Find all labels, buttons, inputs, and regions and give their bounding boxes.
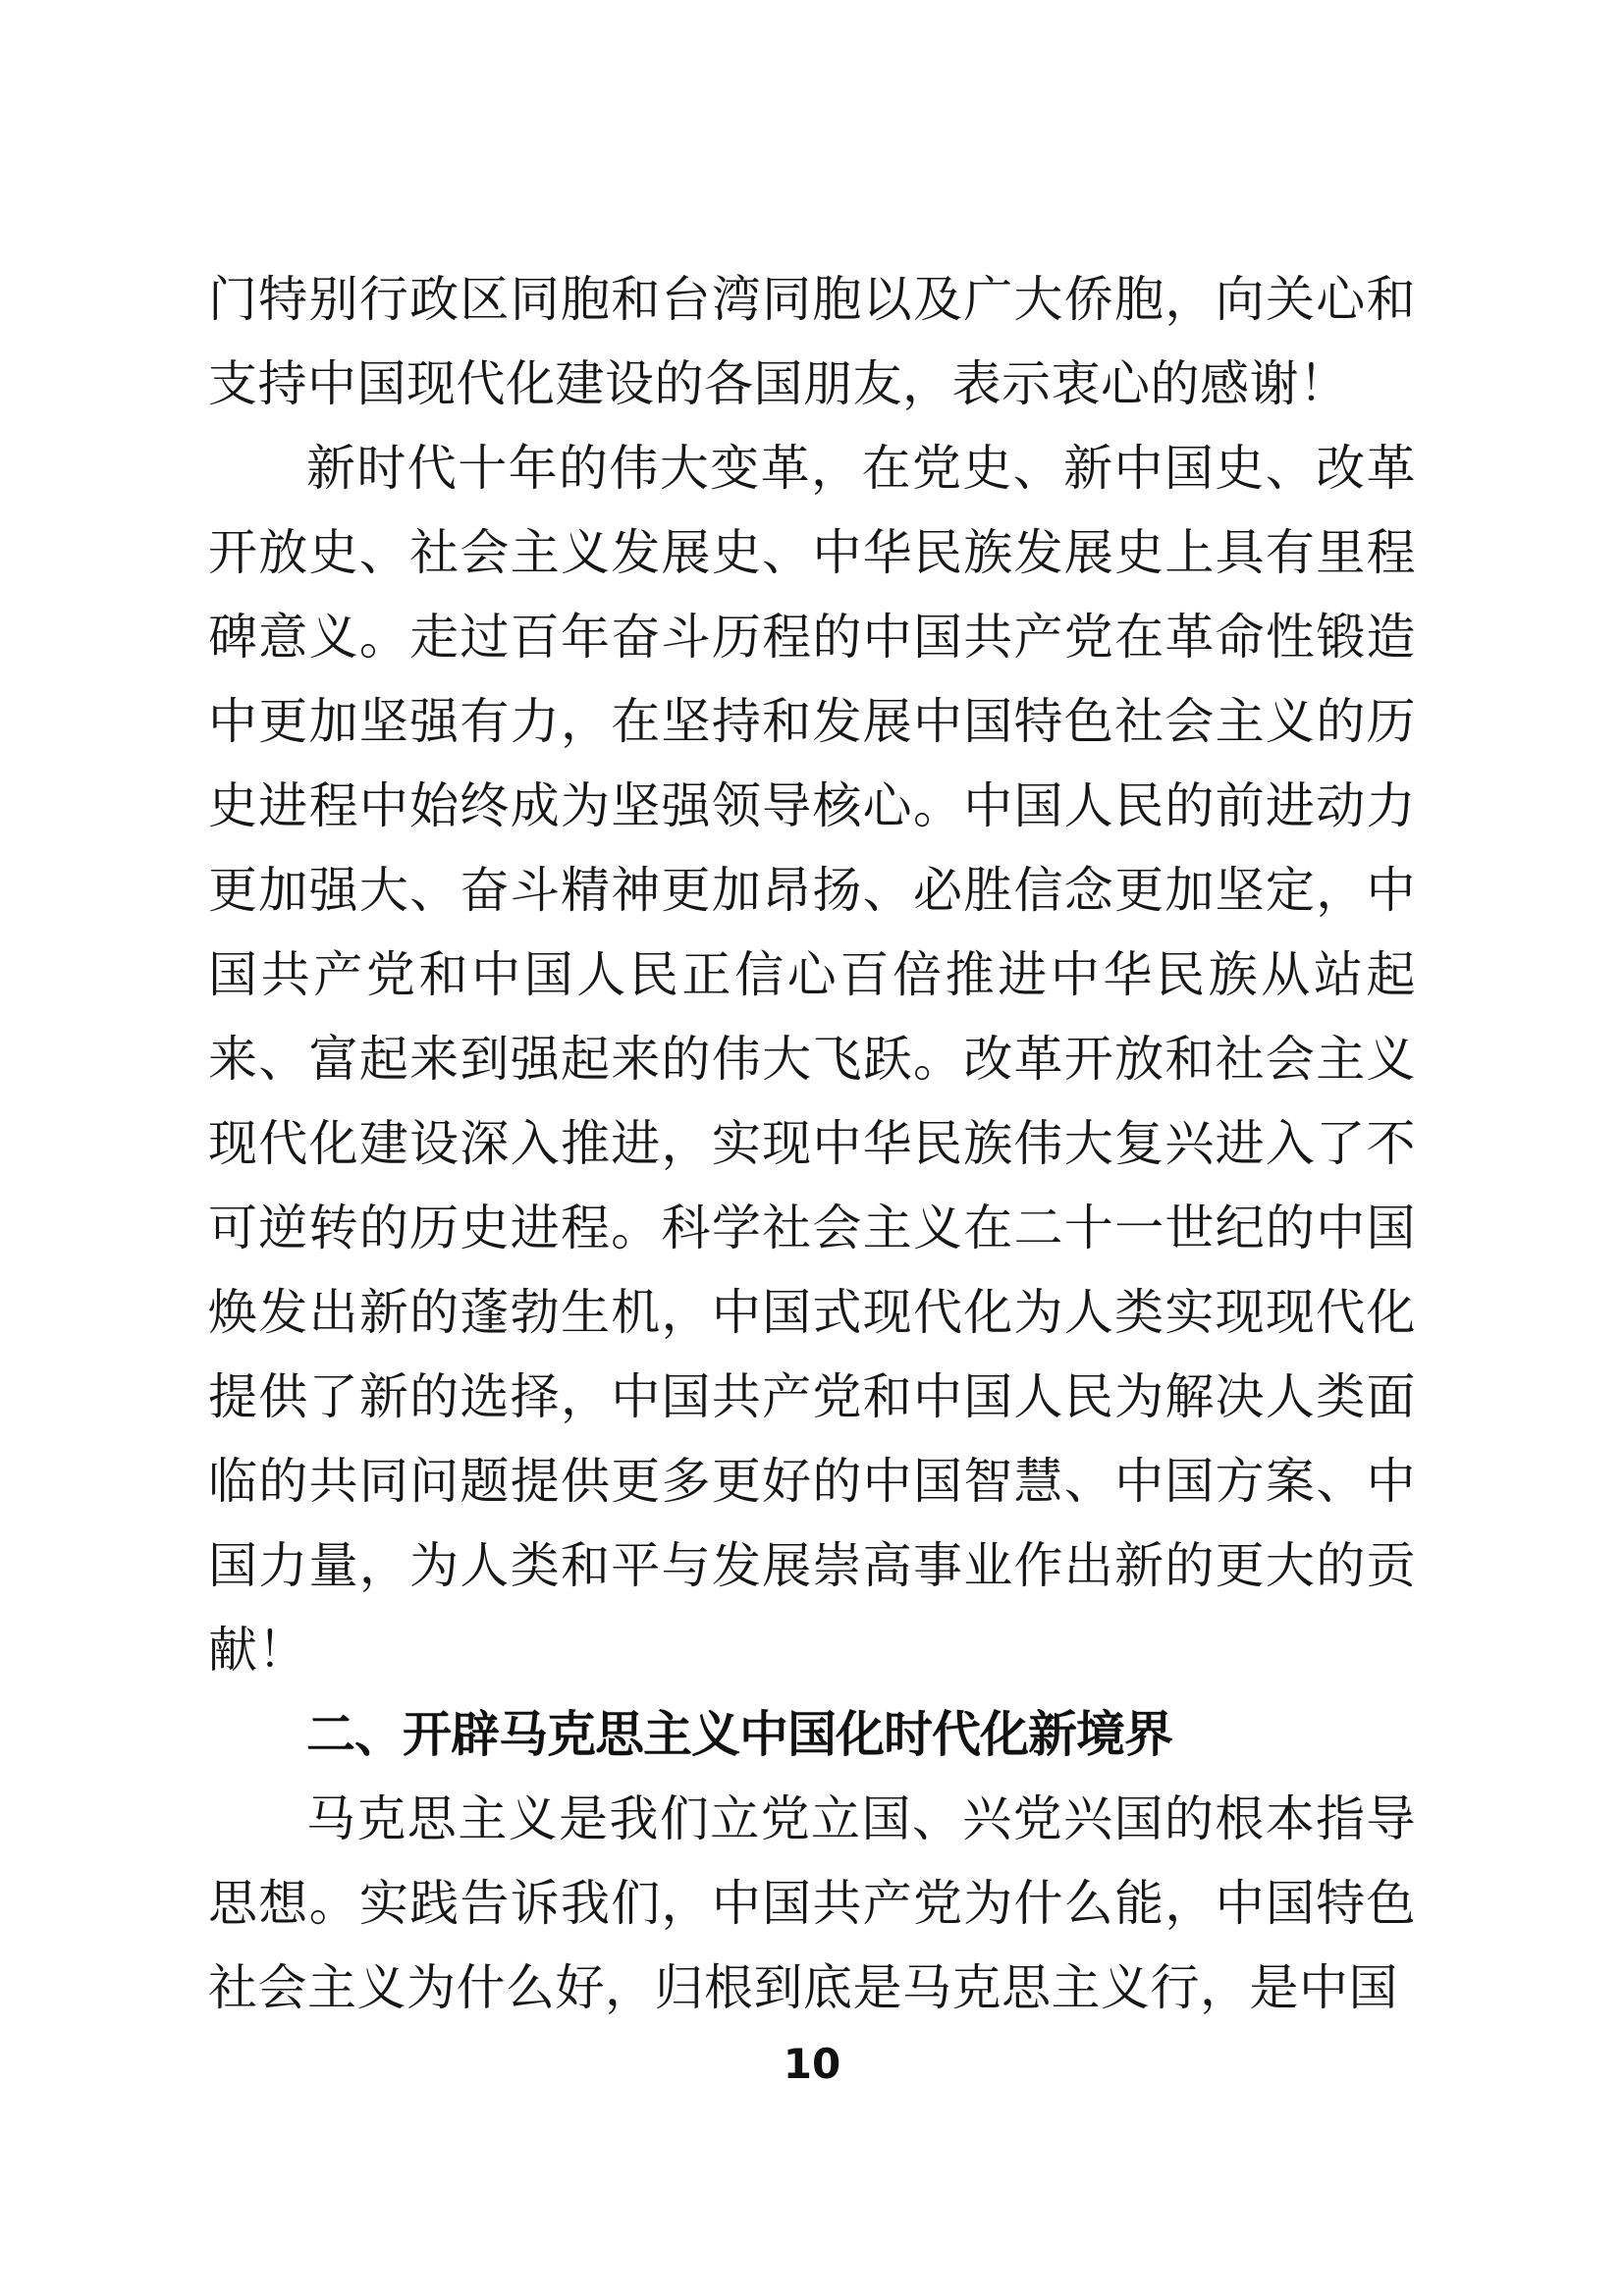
paragraph-continued: 门特别行政区同胞和台湾同胞以及广大侨胞，向关心和支持中国现代化建设的各国朋友，表示衷心的感谢！ bbox=[208, 272, 1416, 411]
page-body bbox=[208, 257, 1416, 2030]
page-number: 10 bbox=[783, 2040, 841, 2088]
paragraph-marxism: 马克思主义是我们立党立国、兴党兴国的根本指导思想。实践告诉我们，中国共产党为什么能，中国特色社会主义为什么好，归根到底是马克思主义行，是中国 bbox=[208, 1791, 1416, 2015]
paragraph-new-era-changes: 新时代十年的伟大变革，在党史、新中国史、改革开放史、社会主义发展史、中华民族发展史上具有里程碑意义。走过百年奋斗历程的中国共产党在革命性锻造中更加坚强有力，在坚持和发展中国特色社会主义的历史进程中始终成为坚强领导核心。中国人民的前进动力更加强大、奋斗精神更加昂扬、必胜信念更加坚定，中国共产党和中国人民正信心百倍推进中华民族从站起来、富起来到强起来的伟大飞跃。改革开放和社会主义现代化建设深入推进，实现中华民族伟大复兴进入了不可逆转的历史进程。科学社会主义在二十一世纪的中国焕发出新的蓬勃生机，中国式现代化为人类实现现代化提供了新的选择，中国共产党和中国人民为解决人类面临的共同问题提供更多更好的中国智慧、中国方案、中国力量，为人类和平与发展崇高事业作出新的更大的贡献！ bbox=[208, 441, 1416, 1678]
section-heading-two: 二、开辟马克思主义中国化时代化新境界 bbox=[306, 1706, 1172, 1763]
